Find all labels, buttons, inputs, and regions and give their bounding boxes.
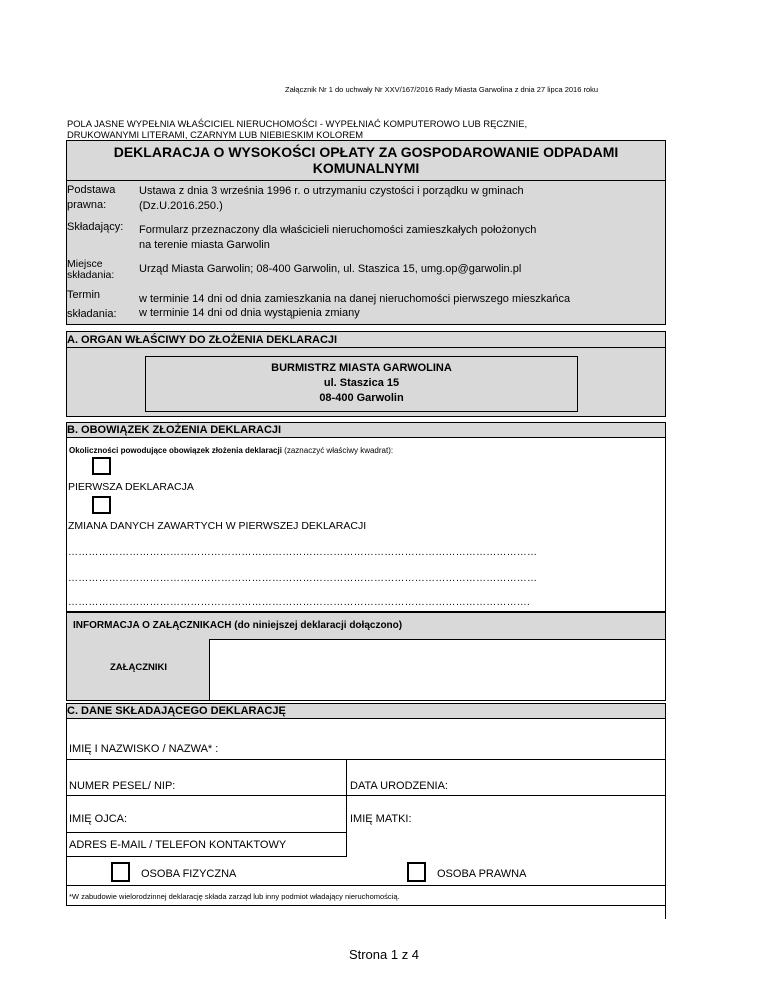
circumstances-text (69, 446, 393, 455)
dotted-line-2[interactable]: ………………………………………………………………………………………………………………………… (68, 573, 538, 584)
circumstances-bold: Okoliczności powodujące obowiązek złożenia deklaracji (69, 446, 282, 455)
attachments-heading: INFORMACJA O ZAŁĄCZNIKACH (do niniejszej deklaracji dołączono) (73, 620, 403, 631)
birth-date-label: DATA URODZENIA: (350, 780, 448, 792)
basis-label (67, 183, 115, 213)
term-label-1: Termin (67, 289, 101, 301)
person-type-row (67, 856, 665, 886)
basis-label-1: Podstawa (67, 184, 116, 196)
title-line2: KOMUNALNYMI (312, 160, 420, 176)
instructions-line2: DRUKOWANYMI LITERAMI, CZARNYM LUB NIEBIESKIM KOLOREM (67, 129, 364, 140)
basis-value (139, 184, 524, 214)
attachments-input[interactable] (211, 639, 665, 700)
contact-field[interactable] (67, 832, 347, 857)
legal-person-label: OSOBA PRAWNA (437, 868, 527, 880)
instructions (67, 118, 527, 140)
pesel-field[interactable] (67, 759, 347, 796)
term-label (67, 286, 117, 324)
circumstances-note: (zaznaczyć właściwy kwadrat): (281, 446, 394, 455)
section-b-header (66, 422, 666, 438)
father-name-label: IMIĘ OJCA: (69, 813, 128, 825)
legal-person-checkbox[interactable] (407, 862, 426, 882)
authority-box (145, 356, 578, 412)
section-a-heading: A. ORGAN WŁAŚCIWY DO ZŁOŻENIA DEKLARACJI (67, 334, 338, 346)
filer-label: Składający: (67, 221, 124, 233)
section-c-body (66, 718, 666, 906)
attachments-label-cell (67, 639, 210, 700)
attachment-note: Załącznik Nr 1 do uchwały Nr XXV/167/2016 Rady Miasta Garwolina z dnia 27 lipca 2016 roku (285, 85, 599, 94)
footnote: *W zabudowie wielorodzinnej deklarację składa zarząd lub inny podmiot władający nieruchomością. (69, 892, 400, 901)
pesel-label: NUMER PESEL/ NIP: (69, 780, 176, 792)
mother-name-field[interactable] (347, 796, 665, 832)
authority-line1: BURMISTRZ MIASTA GARWOLINA (271, 362, 452, 374)
title-line1: DEKLARACJA O WYSOKOŚCI OPŁATY ZA GOSPODAROWANIE ODPADAMI (113, 144, 619, 160)
natural-person-label: OSOBA FIZYCZNA (141, 868, 237, 880)
place-label-2: składania: (67, 269, 115, 281)
info-box (66, 180, 666, 325)
title-box (66, 140, 666, 181)
place-label (67, 259, 114, 281)
term-value-2: w terminie 14 dni od dnia wystąpienia zmiany (139, 307, 360, 319)
attachments-row (66, 639, 666, 701)
dotted-line-3[interactable]: ………………………………………………………………………………………………………………………. (68, 597, 530, 608)
first-declaration-checkbox[interactable] (92, 457, 111, 475)
basis-label-2: prawna: (67, 199, 107, 211)
basis-value-1: Ustawa z dnia 3 września 1996 r. o utrzymaniu czystości i porządku w gminach (139, 185, 524, 197)
page-title (67, 141, 665, 176)
term-value (139, 292, 570, 320)
place-value: Urząd Miasta Garwolin; 08-400 Garwolin, ul. Staszica 15, umg.op@garwolin.pl (139, 263, 522, 275)
dotted-line-1[interactable]: ………………………………………………………………………………………………………………………… (68, 547, 538, 558)
filer-value-2: na terenie miasta Garwolin (139, 239, 270, 251)
change-declaration-checkbox[interactable] (92, 496, 111, 514)
name-field[interactable] (67, 718, 665, 760)
filer-value-1: Formularz przeznaczony dla właścicieli nieruchomości zamieszkałych położonych (139, 224, 537, 236)
section-b-body (66, 437, 666, 612)
authority-line2: ul. Staszica 15 (323, 377, 400, 389)
attachments-label: ZAŁĄCZNIKI (110, 662, 167, 673)
filer-value (139, 223, 536, 253)
birth-date-field[interactable] (347, 759, 665, 796)
term-value-1: w terminie 14 dni od dnia zamieszkania na danej nieruchomości pierwszego mieszkańca (139, 293, 571, 305)
place-label-1: Miejsce (67, 258, 103, 270)
authority-address (146, 357, 577, 406)
instructions-line1: POLA JASNE WYPEŁNIA WŁAŚCICIEL NIERUCHOMOŚCI - WYPEŁNIAĆ KOMPUTEROWO LUB RĘCZNIE, (67, 118, 528, 129)
section-a (66, 331, 666, 417)
natural-person-checkbox[interactable] (111, 862, 130, 882)
contact-label: ADRES E-MAIL / TELEFON KONTAKTOWY (69, 839, 287, 851)
attachments-header (66, 612, 666, 640)
change-declaration-label: ZMIANA DANYCH ZAWARTYCH W PIERWSZEJ DEKLARACJI (68, 520, 367, 532)
section-c-header (66, 703, 666, 719)
authority-line3: 08-400 Garwolin (319, 392, 404, 404)
section-b-heading: B. OBOWIĄZEK ZŁOŻENIA DEKLARACJI (67, 424, 282, 436)
mother-name-label: IMIĘ MATKI: (350, 813, 412, 825)
father-name-field[interactable] (67, 796, 347, 832)
term-label-2: składania: (67, 308, 117, 320)
first-declaration-label: PIERWSZA DEKLARACJA (68, 481, 194, 493)
page-number: Strona 1 z 4 (348, 947, 420, 962)
basis-value-2: (Dz.U.2016.250.) (139, 200, 223, 212)
section-c-heading: C. DANE SKŁADAJĄCEGO DEKLARACJĘ (67, 705, 286, 717)
name-label: IMIĘ I NAZWISKO / NAZWA* : (69, 743, 219, 755)
